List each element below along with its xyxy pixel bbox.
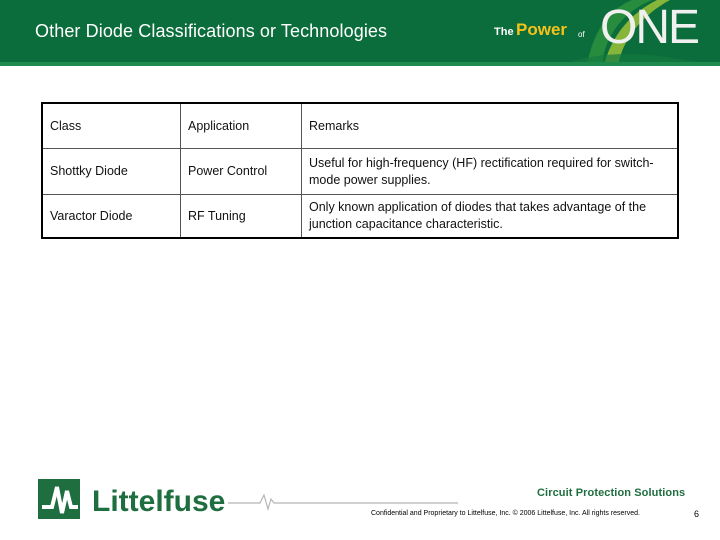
brand-one-text: ONE: [600, 1, 699, 54]
header-cell-remarks: Remarks: [302, 103, 679, 149]
littelfuse-logo-text: Littelfuse: [92, 485, 226, 518]
slide-title: Other Diode Classifications or Technologies: [35, 21, 388, 41]
header-cell-application: Application: [181, 103, 302, 149]
brand-of-text: of: [578, 30, 585, 39]
table-header-row: [42, 103, 678, 149]
header-divider: [0, 62, 720, 66]
brand-power-text: Power: [516, 20, 568, 39]
header-cell-class: Class: [42, 103, 181, 149]
slide-header: [0, 0, 720, 66]
page-number: 6: [694, 509, 700, 519]
footer-copyright: Confidential and Proprietary to Littelfuse, Inc. © 2006 Littelfuse, Inc. All rights reserved.: [371, 510, 640, 517]
diode-table: [41, 102, 679, 239]
table-cell-application: Power Control: [181, 149, 302, 195]
table-cell-class: Shottky Diode: [42, 149, 181, 195]
brand-the-text: The: [494, 26, 514, 38]
pulse-line-icon: [228, 495, 458, 509]
table-cell-remarks: Only known application of diodes that takes advantage of the junction capacitance characteristic.: [302, 195, 679, 239]
table-row: [42, 195, 678, 239]
power-of-one-brand: [492, 0, 720, 66]
footer-tagline: Circuit Protection Solutions: [537, 487, 686, 499]
table-cell-application: RF Tuning: [181, 195, 302, 239]
table-cell-class: Varactor Diode: [42, 195, 181, 239]
table-cell-remarks: Useful for high-frequency (HF) rectification required for switch-mode power supplies.: [302, 149, 679, 195]
table-row: [42, 149, 678, 195]
